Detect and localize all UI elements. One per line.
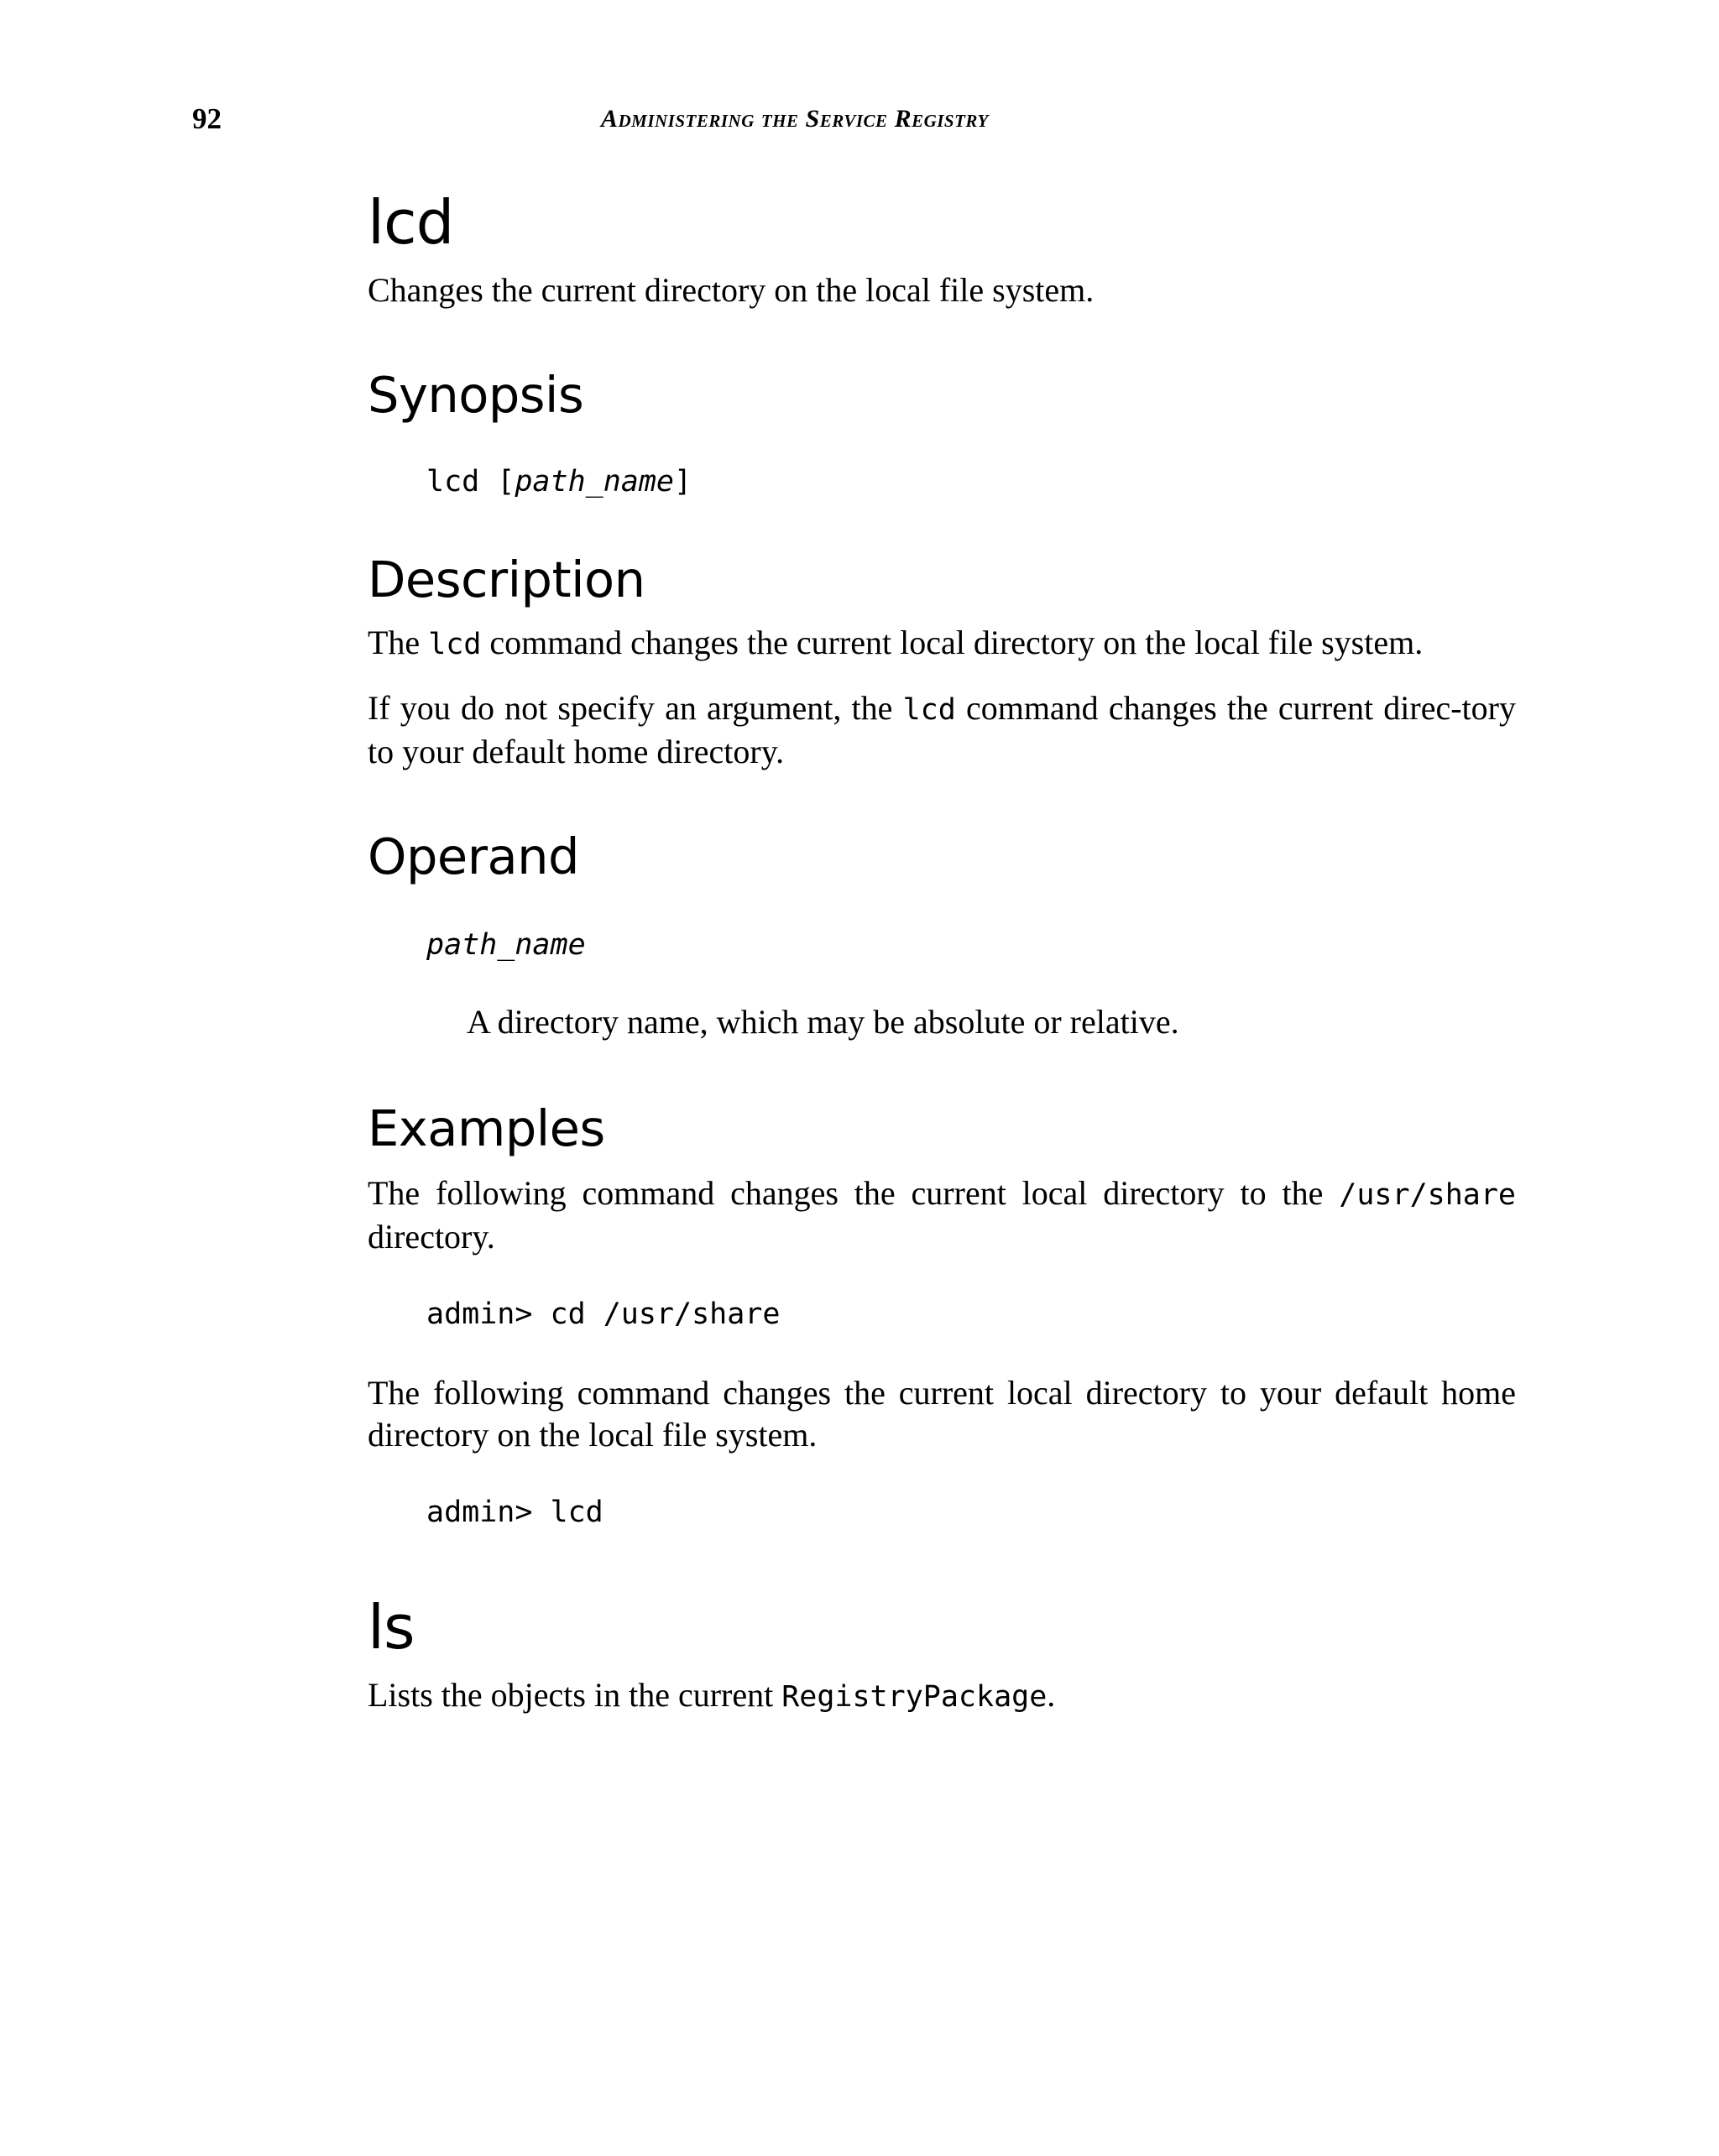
example-2-text: The following command changes the current local directory to your default home directory on the local file system. [368,1374,1516,1454]
synopsis-command-name: lcd [ [426,465,515,499]
command-heading-ls: ls [368,1592,415,1663]
running-title: Administering the Service Registry [601,105,989,133]
ls-summary-code: RegistryPackage [781,1680,1048,1714]
example-1-path-code: /usr/share [1339,1178,1516,1212]
lcd-summary: Changes the current directory on the local file system. [368,271,1095,309]
synopsis-close: ] [674,465,692,499]
description-paragraph-2 [368,687,1516,773]
ls-summary-period: . [1047,1676,1056,1714]
description-p1-text: The [368,624,429,661]
ls-summary-text: Lists the objects in the current [368,1676,782,1714]
example-2-command: admin> lcd [426,1496,603,1529]
examples-heading: Examples [368,1099,605,1157]
operand-heading: Operand [368,827,579,885]
example-1-command: admin> cd /usr/share [426,1297,781,1331]
page-content [368,180,1516,1718]
synopsis-heading: Synopsis [368,366,584,424]
ls-summary [368,1674,1516,1718]
description-p2-text: If you do not specify an argument, the [368,689,903,727]
operand-description: A directory name, which may be absolute or relative. [467,1003,1179,1041]
synopsis-command [426,461,1516,503]
description-heading: Description [368,551,645,608]
description-p2-text-after: command changes the current direc-tory to your default home directory. [368,689,1517,770]
example-1-text-after: directory. [368,1218,495,1255]
description-paragraph-1 [368,622,1516,666]
operand-name: path_name [426,928,586,962]
command-heading-lcd: lcd [368,187,454,258]
synopsis-argument: path_name [515,465,675,499]
page-header [0,99,1719,139]
example-1-text [368,1172,1516,1258]
description-p1-code: lcd [428,628,482,661]
example-1-text-before: The following command changes the current local directory to the [368,1174,1340,1212]
page-number: 92 [192,102,222,135]
description-p1-text-after: command changes the current local directory on the local file system. [481,624,1424,661]
description-p2-code: lcd [902,693,956,727]
